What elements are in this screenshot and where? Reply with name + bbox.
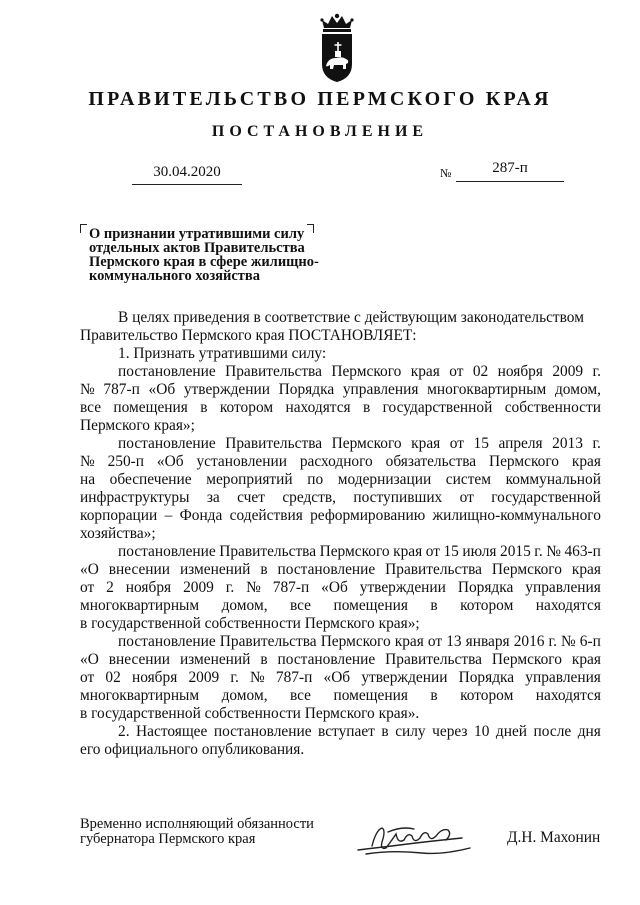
item-1-title: 1. Признать утратившими силу: <box>118 345 327 362</box>
word: № <box>546 543 561 560</box>
word: Настоящее <box>136 723 208 740</box>
word: помещения <box>113 399 188 416</box>
word: 6-п <box>579 633 601 650</box>
word: многоквартирным <box>427 381 547 398</box>
word: дня <box>577 723 601 740</box>
word: все <box>289 687 312 704</box>
word: 250-п <box>107 453 145 470</box>
word: от <box>427 633 443 650</box>
word: утверждении <box>361 669 448 686</box>
word: изменений <box>179 651 251 668</box>
word: изменений <box>179 561 251 578</box>
word: многоквартирным <box>80 597 200 614</box>
word: от <box>80 669 95 686</box>
paragraph-line <box>80 471 601 489</box>
word: Пермского <box>320 633 391 650</box>
paragraph-line: в государственной собственности Пермского края»; <box>80 615 420 632</box>
document-type: ПОСТАНОВЛЕНИЕ <box>211 123 429 140</box>
word: Правительства <box>219 633 317 650</box>
paragraph-line <box>80 687 601 705</box>
government-title: ПРАВИТЕЛЬСТВО ПЕРМСКОГО КРАЯ <box>88 88 552 110</box>
word: постановление <box>118 633 216 650</box>
word: систем <box>445 471 491 488</box>
subject-line: Пермского края в сфере жилищно- <box>89 254 319 270</box>
word: г. <box>534 543 543 560</box>
word: постановление <box>277 651 376 668</box>
word: Фонда <box>179 507 223 524</box>
word: счет <box>237 489 265 506</box>
paragraph-line: Пермского края»; <box>80 417 195 434</box>
word: дней <box>495 723 528 740</box>
word: установлении <box>196 453 287 470</box>
word: Пермского <box>491 651 562 668</box>
subject-corner-left <box>80 224 87 233</box>
word: 2009 <box>552 363 584 380</box>
word: коммунальной <box>505 471 601 488</box>
word: по <box>307 471 324 488</box>
number-sign: № <box>440 166 452 180</box>
word: через <box>432 723 468 740</box>
word: реформированию <box>310 507 426 524</box>
word: 2016 <box>513 633 545 650</box>
word: Порядка <box>278 381 335 398</box>
word: утверждении <box>183 381 270 398</box>
word: Пермского <box>319 543 390 560</box>
word: все <box>289 597 312 614</box>
paragraph-line <box>80 579 601 597</box>
subject-line: отдельных актов Правительства <box>89 240 305 256</box>
word: многоквартирным <box>80 687 200 704</box>
word: 2. <box>118 723 130 740</box>
word: края <box>571 453 601 470</box>
paragraph-line <box>80 489 601 507</box>
word: котором <box>460 597 514 614</box>
word: утверждении <box>359 579 446 596</box>
intro-line: Правительство Пермского края ПОСТАНОВЛЯЕТ: <box>80 327 417 344</box>
word: № <box>80 381 95 398</box>
intro-line: В целях приведения в соответствие с действующим законодательством <box>118 309 584 326</box>
word: обеспечение <box>109 471 192 488</box>
word: домом, <box>554 381 601 398</box>
paragraph-line: хозяйства»; <box>80 525 156 542</box>
handwritten-signature <box>352 820 474 860</box>
word: апреля <box>498 435 543 452</box>
word: 787-п <box>103 381 140 398</box>
word: 787-п <box>275 669 313 686</box>
word: края <box>571 561 601 578</box>
word: 13 <box>446 633 462 650</box>
paragraph-line: в государственной собственности Пермского края». <box>80 705 420 722</box>
word: Пермского <box>331 435 402 452</box>
word: на <box>80 471 96 488</box>
word: Правительства <box>225 435 323 452</box>
word: в <box>260 651 268 668</box>
word: управления <box>525 669 601 686</box>
word: котором <box>460 687 514 704</box>
subject-line: О признании утратившими силу <box>89 226 305 242</box>
word: обязательства <box>385 453 477 470</box>
word: г. <box>230 669 239 686</box>
word: 2013 <box>552 435 583 452</box>
word: помещения <box>333 687 408 704</box>
word: января <box>465 633 510 650</box>
word: после <box>533 723 572 740</box>
word: Правительства <box>225 363 322 380</box>
word: постановление <box>118 363 216 380</box>
paragraph-line <box>80 651 601 669</box>
word: № <box>246 579 261 596</box>
paragraph-line <box>80 363 601 381</box>
word: находятся <box>535 597 601 614</box>
word: находятся <box>535 687 601 704</box>
word: от <box>425 543 440 560</box>
word: от <box>80 579 95 596</box>
word: содействия <box>229 507 303 524</box>
word: «Об <box>323 669 351 686</box>
word: 10 <box>474 723 490 740</box>
word: в <box>381 723 389 740</box>
word: жилищно-коммунального <box>432 507 601 524</box>
word: «Об <box>321 579 348 596</box>
signer-position-line: Временно исполняющий обязанности <box>80 816 314 832</box>
paragraph-line <box>80 597 601 615</box>
word: г. <box>592 363 601 380</box>
signer-name: Д.Н. Махонин <box>507 829 601 846</box>
word: государственной <box>491 489 601 506</box>
word: края <box>571 651 601 668</box>
word: постановление <box>118 543 216 560</box>
word: – <box>164 507 173 524</box>
paragraph-line <box>80 561 601 579</box>
word: постановление <box>213 723 312 740</box>
document-body <box>80 309 601 759</box>
word: за <box>206 489 220 506</box>
signer-position <box>80 817 314 847</box>
word: 15 <box>473 435 489 452</box>
signer-position-line: губернатора Пермского края <box>80 831 256 847</box>
word: от <box>449 435 464 452</box>
paragraph-line <box>80 507 601 525</box>
word: г. <box>548 633 557 650</box>
word: 463-п <box>564 543 601 560</box>
paragraph-line <box>80 381 601 399</box>
word: государственной <box>382 399 493 416</box>
word: № <box>561 633 576 650</box>
word: инфраструктуры <box>80 489 190 506</box>
word: корпорации <box>80 507 158 524</box>
word: Пермского <box>331 363 402 380</box>
word: находятся <box>285 399 351 416</box>
paragraph-line <box>80 633 601 651</box>
word: № <box>250 669 265 686</box>
word: края <box>394 633 424 650</box>
word: в <box>200 399 208 416</box>
word: 2009 <box>188 669 220 686</box>
word: ноября <box>131 669 178 686</box>
word: в <box>430 687 438 704</box>
subject-line: коммунального хозяйства <box>89 268 260 284</box>
word: от <box>459 489 474 506</box>
word: 2015 <box>500 543 531 560</box>
word: «О <box>80 651 99 668</box>
word: модернизации <box>337 471 432 488</box>
word: ноября <box>125 579 172 596</box>
word: все <box>80 399 102 416</box>
word: поступивших <box>353 489 443 506</box>
paragraph-line <box>80 399 601 417</box>
document-date: 30.04.2020 <box>132 164 242 185</box>
word: управления <box>525 579 601 596</box>
coat-of-arms-icon <box>302 12 372 84</box>
word: средств, <box>282 489 336 506</box>
paragraph-line <box>80 435 601 453</box>
word: вступает <box>318 723 375 740</box>
word: в <box>260 561 268 578</box>
item-2-line: его официального опубликования. <box>80 741 305 758</box>
word: расходного <box>299 453 373 470</box>
word: Правительства <box>219 543 317 560</box>
word: силу <box>395 723 426 740</box>
word: в <box>362 399 371 416</box>
word: ноября <box>497 363 543 380</box>
word: края <box>411 435 441 452</box>
word: от <box>449 363 464 380</box>
word: внесении <box>108 651 171 668</box>
word: домом, <box>221 597 268 614</box>
paragraph-line <box>80 669 601 687</box>
word: управления <box>342 381 419 398</box>
word: июля <box>462 543 497 560</box>
word: мероприятий <box>206 471 293 488</box>
paragraph-line <box>80 453 601 471</box>
word: Правительства <box>385 651 482 668</box>
word: постановление <box>277 561 376 578</box>
word: г. <box>592 435 601 452</box>
word: «О <box>80 561 99 578</box>
word: 02 <box>472 363 489 380</box>
word: «Об <box>156 453 184 470</box>
word: помещения <box>333 597 408 614</box>
word: в <box>430 597 438 614</box>
document-subject <box>89 227 349 283</box>
word: постановление <box>118 435 216 452</box>
word: Порядка <box>458 669 515 686</box>
word: 15 <box>443 543 459 560</box>
word: домом, <box>221 687 268 704</box>
word: собственности <box>504 399 601 416</box>
paragraph-line <box>80 543 601 561</box>
word: 2 <box>106 579 114 596</box>
word: Пермского <box>488 453 559 470</box>
word: края <box>393 543 423 560</box>
word: Правительства <box>385 561 482 578</box>
item-2-line <box>80 723 601 741</box>
word: 787-п <box>272 579 310 596</box>
word: края <box>410 363 440 380</box>
word: № <box>80 453 95 470</box>
word: Порядка <box>457 579 514 596</box>
document-number: 287-п <box>456 160 564 182</box>
word: «Об <box>148 381 176 398</box>
word: 2009 <box>183 579 214 596</box>
word: внесении <box>108 561 171 578</box>
word: 02 <box>105 669 121 686</box>
word: г. <box>225 579 235 596</box>
word: котором <box>219 399 274 416</box>
word: Пермского <box>491 561 562 578</box>
